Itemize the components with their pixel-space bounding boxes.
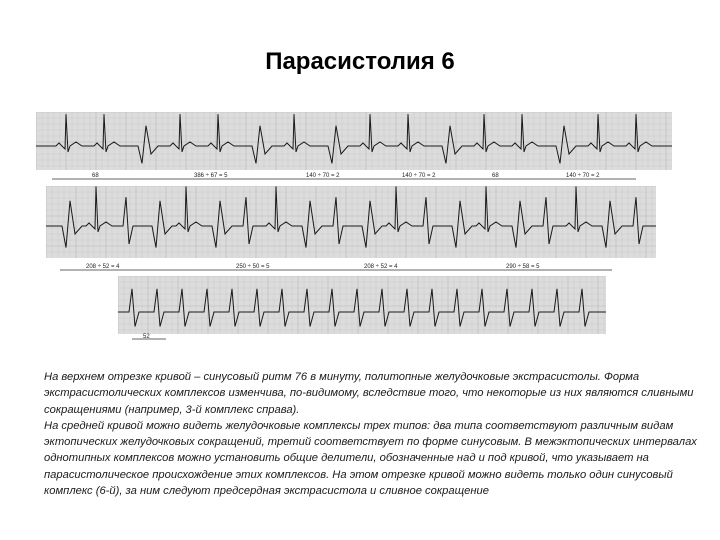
- bottom-marker: [130, 333, 170, 343]
- interval-bar-top: [48, 172, 640, 186]
- ecg-strip-top-svg: [36, 112, 672, 170]
- interval-label-top-4: 140 ÷ 70 = 2: [402, 173, 436, 179]
- interval-label-top-3: 140 ÷ 70 = 2: [306, 173, 340, 179]
- caption-paragraph-2: На средней кривой можно видеть желудочковые комплексы трех типов: два типа соответствуют различным видам эктопических желудочковых сокращений, третий соответствует по форме синусовым. В межэктопических интервалах однотипных комплексов можно установить общие делители, обозначенные над и под кривой, что указывает на парасистолическое происхождение этих комплексов. На этом отрезке кривой можно видеть только один синусовый комплекс (6-й), за ним следуют предсердная экстрасистола и сливное сокращение: [44, 419, 697, 498]
- caption-text: [44, 369, 704, 499]
- interval-label-top-1: 68: [92, 173, 99, 179]
- interval-bar-middle-svg: [56, 263, 616, 277]
- ecg-strip-top: [36, 112, 672, 170]
- interval-label-mid-4: 290 ÷ 58 = 5: [506, 264, 540, 270]
- bottom-marker-svg: [130, 333, 170, 343]
- interval-label-mid-1: 208 ÷ 52 = 4: [86, 264, 120, 270]
- interval-bar-top-svg: [48, 172, 640, 186]
- interval-label-top-2: 386 ÷ 67 = 5: [194, 173, 228, 179]
- ecg-strip-bottom: [118, 276, 606, 334]
- caption-paragraph-1: На верхнем отрезке кривой – синусовый ритм 76 в минуту, политопные желудочковые экстрасистолы. Форма экстрасистолических комплексов изменчива, по-видимому, вследствие того, что некоторые из них являются сливными сокращениями (например, 3-й комплекс справа).: [44, 371, 694, 416]
- ecg-strip-middle-svg: [46, 186, 656, 258]
- interval-label-mid-2: 250 ÷ 50 = 5: [236, 264, 270, 270]
- ecg-strip-middle: [46, 186, 656, 258]
- slide-title: Парасистолия 6: [265, 48, 455, 75]
- interval-label-top-6: 140 ÷ 70 = 2: [566, 173, 600, 179]
- interval-bar-middle: [56, 263, 616, 277]
- interval-label-top-5: 68: [492, 173, 499, 179]
- ecg-strip-bottom-svg: [118, 276, 606, 334]
- interval-label-mid-3: 208 ÷ 52 = 4: [364, 264, 398, 270]
- bottom-marker-label: 52: [143, 334, 150, 340]
